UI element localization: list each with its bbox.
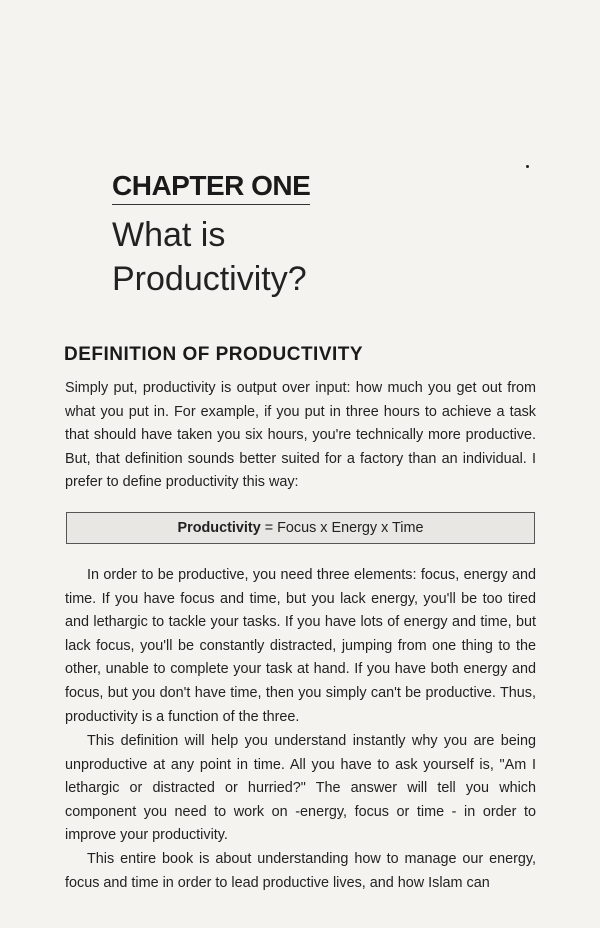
chapter-label: CHAPTER ONE bbox=[112, 170, 310, 205]
chapter-title-line-2: Productivity? bbox=[112, 260, 307, 298]
paragraph-elements: In order to be productive, you need three elements: focus, energy and time. If you have focus and time, but you lack energy, you'll be too tired and lethargic to tackle your tasks. If you have lots of energy and time, but lack focus, you'll be constantly distracted, jumping from one thing to the other, unable to complete your task at hand. If you have both energy and focus, but you don't have time, then you simply can't be productive. Thus, productivity is a function of the three. bbox=[65, 567, 536, 725]
formula-equals: = bbox=[260, 520, 278, 536]
formula-box bbox=[66, 512, 535, 544]
section-heading: DEFINITION OF PRODUCTIVITY bbox=[64, 344, 364, 365]
formula-expression: Focus x Energy x Time bbox=[277, 520, 424, 536]
chapter-title bbox=[112, 213, 412, 301]
chapter-title-line-1: What is bbox=[112, 216, 226, 254]
formula-term: Productivity bbox=[177, 520, 261, 536]
paragraph-definition-help: This definition will help you understand instantly why you are being unproductive at any point in time. All you have to ask yourself is, "Am I lethargic or distracted or hurried?" The answer will tell you which component you need to work on -energy, focus or time - in order to improve your productivity. bbox=[65, 733, 536, 844]
paragraph-intro: Simply put, productivity is output over input: how much you get out from what you put in. For example, if you put in three hours to achieve a task that should have taken you six hours, you're technically more productive. But, that definition sounds better suited for a factory than an individual. I prefer to define productivity this way: bbox=[65, 380, 536, 491]
speck-mark bbox=[526, 165, 529, 168]
paragraph-book-about: This entire book is about understanding how to manage our energy, focus and time in order to lead productive lives, and how Islam can bbox=[65, 851, 536, 891]
